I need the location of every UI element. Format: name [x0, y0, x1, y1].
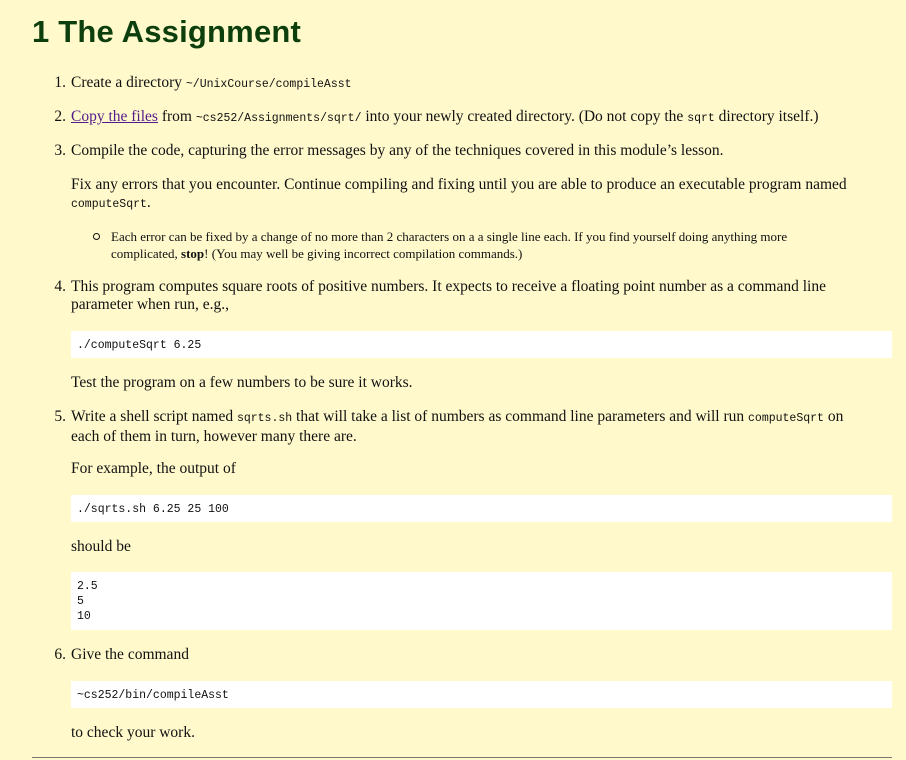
step-3-bullet-rest: ! (You may well be giving incorrect compilation commands.) [204, 246, 523, 261]
step-3-paragraph-end: . [146, 194, 151, 211]
step-2-number: 2. [54, 108, 66, 125]
step-3-text: Compile the code, capturing the error messages by any of the techniques covered in this module’s lesson. [71, 142, 724, 159]
step-1-label: Create a directory [71, 74, 183, 91]
step-6-number: 6. [54, 646, 66, 663]
step-5-line1 [71, 408, 901, 428]
step-4-text [71, 278, 881, 314]
step-6-text: Give the command [71, 646, 189, 663]
step-4-after: Test the program on a few numbers to be sure it works. [71, 374, 413, 391]
step-5-line2: each of them in turn, however many there are. [71, 428, 357, 445]
step-3-bullet-stop: stop [181, 246, 205, 261]
step-3-paragraph-line1: Fix any errors that you encounter. Continue compiling and fixing until you are able to produce an executable program named [71, 176, 847, 193]
step-4-line2: parameter when run, e.g., [71, 296, 229, 313]
divider [32, 757, 892, 758]
step-5-should-be: should be [71, 538, 131, 555]
step-2-from: from [161, 108, 192, 125]
step-5-code-block: ./sqrts.sh 6.25 25 100 [71, 495, 892, 522]
step-5-output-block: 2.5 5 10 [71, 572, 892, 630]
step-4-line1: This program computes square roots of positive numbers. It expects to receive a floating point number as a command line [71, 278, 826, 295]
step-3-paragraph [71, 176, 881, 214]
step-5-program-name: computeSqrt [748, 412, 824, 425]
step-5-number: 5. [54, 408, 66, 425]
step-3-program-name: computeSqrt [71, 198, 147, 211]
step-3-number: 3. [54, 142, 66, 159]
step-3-bullet-complicated: complicated, [111, 246, 178, 261]
step-5-text [71, 408, 901, 446]
step-2-text-b: directory itself.) [718, 108, 819, 125]
step-5-example: For example, the output of [71, 460, 236, 477]
bullet-icon [93, 233, 100, 240]
step-6-after: to check your work. [71, 724, 195, 741]
step-6-code-block: ~cs252/bin/compileAsst [71, 681, 892, 708]
step-5-text-b: that will take a list of numbers as command line parameters and will run [296, 408, 745, 425]
step-4-code-block: ./computeSqrt 6.25 [71, 331, 892, 358]
step-1-path: ~/UnixCourse/compileAsst [185, 78, 352, 91]
step-2-text [71, 108, 901, 128]
step-2-text-a: into your newly created directory. (Do not copy the [365, 108, 684, 125]
step-1-text [71, 74, 871, 94]
step-5-text-c: on [827, 408, 844, 425]
page-title: 1 The Assignment [32, 14, 302, 49]
step-3-bullet-line2 [111, 245, 871, 262]
step-4-number: 4. [54, 278, 66, 295]
step-3-bullet-line1: Each error can be fixed by a change of no more than 2 characters on a a single line each. If you find yourself doing anything more [111, 229, 788, 244]
step-5-script-name: sqrts.sh [236, 412, 293, 425]
step-1-number: 1. [54, 74, 66, 91]
step-3-bullet-text [111, 228, 871, 262]
step-2-sqrt-code: sqrt [687, 112, 715, 125]
step-5-text-a: Write a shell script named [71, 408, 234, 425]
copy-the-files-link[interactable]: Copy the files [71, 108, 158, 125]
step-2-source-path: ~cs252/Assignments/sqrt/ [195, 112, 362, 125]
